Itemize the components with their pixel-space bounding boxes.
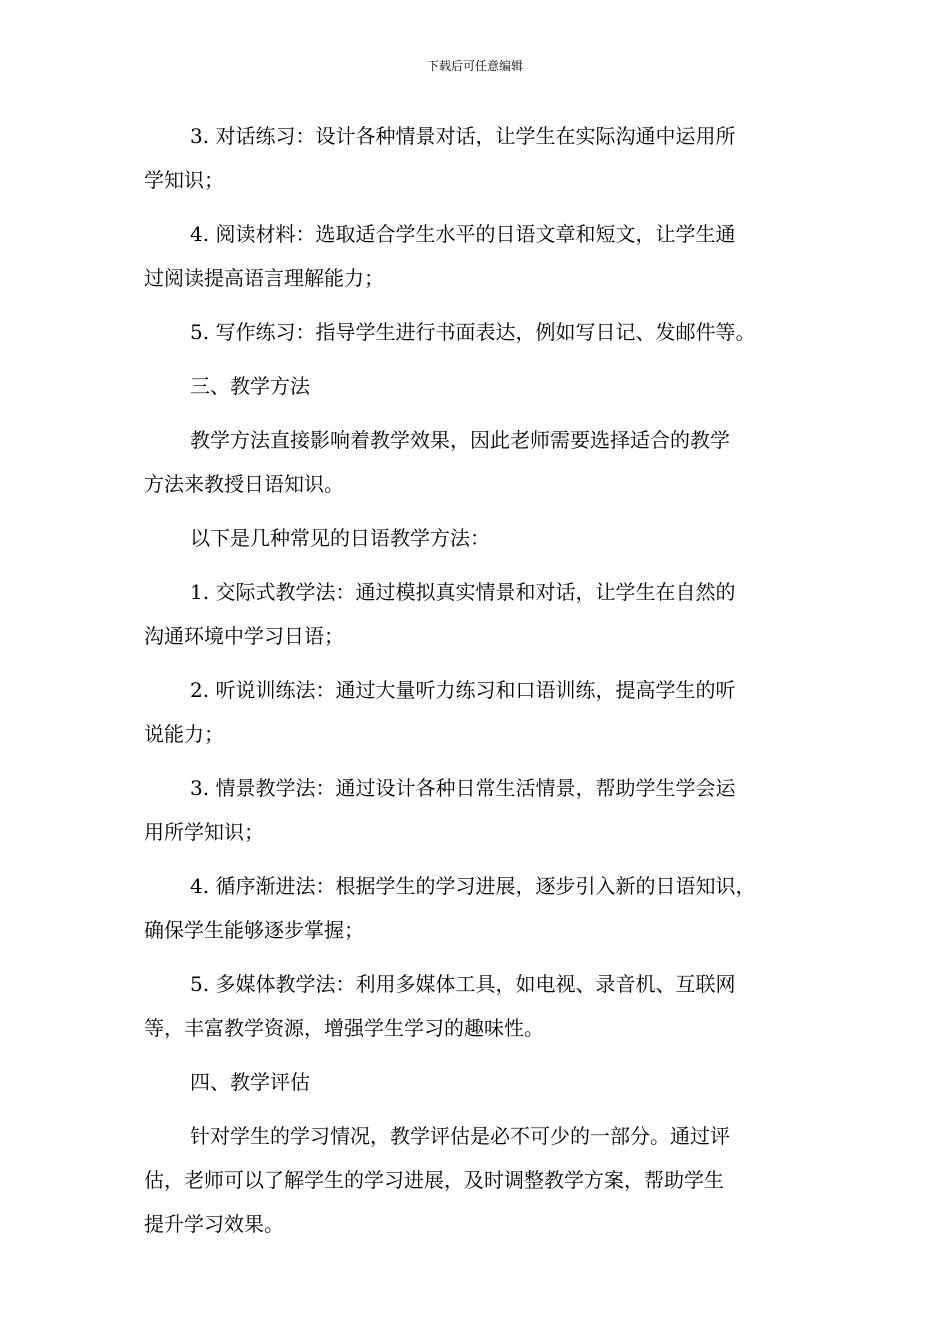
- paragraph-line: 4. 阅读材料：选取适合学生水平的日语文章和短文，让学生通: [190, 222, 736, 246]
- paragraph-line: 沟通环境中学习日语；: [144, 624, 344, 648]
- paragraph-line: 5. 多媒体教学法：利用多媒体工具，如电视、录音机、互联网: [190, 972, 736, 996]
- paragraph-line: 估，老师可以了解学生的学习进展，及时调整教学方案，帮助学生: [144, 1168, 724, 1192]
- paragraph-methods-list-intro: [144, 516, 812, 560]
- paragraph-method-4: [144, 864, 812, 952]
- paragraph-line: 提升学习效果。: [144, 1212, 284, 1236]
- paragraph-method-5: [144, 962, 812, 1050]
- paragraph-line: 说能力；: [144, 722, 224, 746]
- paragraph-method-2: [144, 668, 812, 756]
- paragraph-item-4-reading: [144, 212, 812, 300]
- paragraph-method-1: [144, 570, 812, 658]
- paragraph-item-5-writing: [144, 310, 812, 354]
- paragraph-line: 3. 情景教学法：通过设计各种日常生活情景，帮助学生学会运: [190, 776, 736, 800]
- paragraph-line: 针对学生的学习情况，教学评估是必不可少的一部分。通过评: [190, 1124, 730, 1148]
- paragraph-line: 4. 循序渐进法：根据学生的学习进展，逐步引入新的日语知识，: [190, 874, 756, 898]
- paragraph-line: 学知识；: [144, 168, 224, 192]
- paragraph-line: 确保学生能够逐步掌握；: [144, 918, 364, 942]
- section-heading-teaching-evaluation: [144, 1060, 812, 1104]
- paragraph-item-3-dialogue: [144, 114, 812, 202]
- paragraph-line: 以下是几种常见的日语教学方法：: [190, 526, 490, 550]
- page-header: 下载后可任意编辑: [426, 59, 523, 73]
- paragraph-methods-intro: [144, 418, 812, 506]
- paragraph-line: 5. 写作练习：指导学生进行书面表达，例如写日记、发邮件等。: [190, 320, 756, 344]
- section-heading-teaching-methods: [144, 364, 812, 408]
- paragraph-line: 2. 听说训练法：通过大量听力练习和口语训练，提高学生的听: [190, 678, 736, 702]
- paragraph-line: 过阅读提高语言理解能力；: [144, 266, 384, 290]
- paragraph-line: 教学方法直接影响着教学效果，因此老师需要选择适合的教学: [190, 428, 730, 452]
- document-body: [144, 114, 812, 1256]
- paragraph-line: 方法来教授日语知识。: [144, 472, 344, 496]
- paragraph-method-3: [144, 766, 812, 854]
- paragraph-line: 用所学知识；: [144, 820, 264, 844]
- paragraph-line: 1. 交际式教学法：通过模拟真实情景和对话，让学生在自然的: [190, 580, 736, 604]
- paragraph-evaluation: [144, 1114, 812, 1246]
- section-heading: 三、教学方法: [190, 374, 310, 398]
- paragraph-line: 3. 对话练习：设计各种情景对话，让学生在实际沟通中运用所: [190, 124, 736, 148]
- paragraph-line: 等，丰富教学资源，增强学生学习的趣味性。: [144, 1016, 544, 1040]
- section-heading: 四、教学评估: [190, 1070, 310, 1094]
